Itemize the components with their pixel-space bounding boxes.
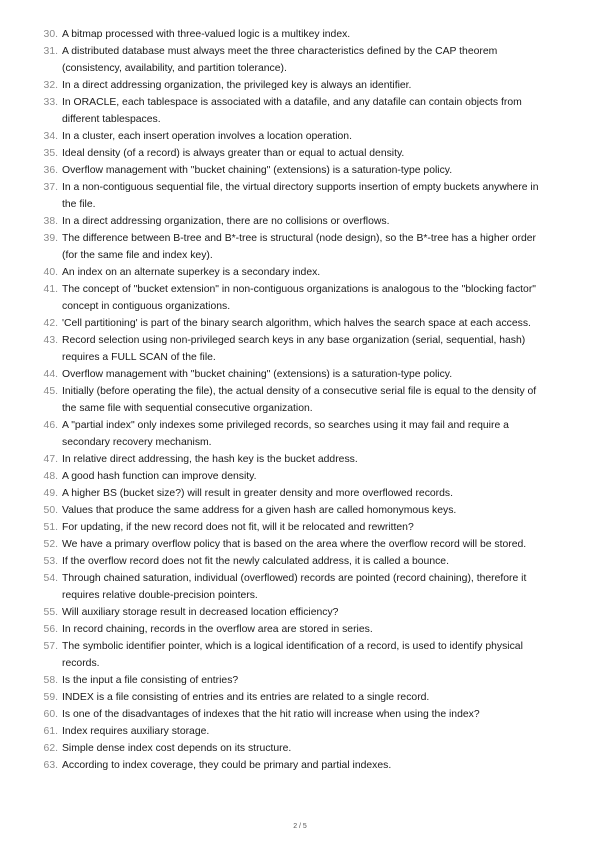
list-item (0, 128, 600, 145)
item-text: The concept of "bucket extension" in non-contiguous organizations is analogous to the "blocking factor" concept in contiguous organizations. (62, 284, 536, 312)
item-number: 61. (43, 726, 58, 737)
item-number: 45. (43, 386, 58, 397)
item-text: In a direct addressing organization, there are no collisions or overflows. (62, 216, 390, 227)
item-text: Initially (before operating the file), the actual density of a consecutive serial file is equal to the density of the same file with sequential consecutive organization. (62, 386, 537, 414)
list-item (0, 213, 600, 230)
item-number: 39. (43, 233, 58, 244)
item-text: Is the input a file consisting of entries? (62, 675, 239, 686)
list-item (0, 485, 600, 502)
item-number: 46. (43, 420, 58, 431)
item-number: 42. (43, 318, 58, 329)
list-item (0, 94, 600, 128)
item-text: Simple dense index cost depends on its structure. (62, 743, 292, 754)
item-text: In record chaining, records in the overflow area are stored in series. (62, 624, 373, 635)
item-text: In ORACLE, each tablespace is associated with a datafile, and any datafile can contain objects from different tablespaces. (62, 97, 522, 125)
list-item (0, 757, 600, 774)
item-text: An index on an alternate superkey is a secondary index. (62, 267, 321, 278)
list-item (0, 723, 600, 740)
item-text: In relative direct addressing, the hash key is the bucket address. (62, 454, 358, 465)
list-item (0, 672, 600, 689)
item-number: 56. (43, 624, 58, 635)
item-number: 58. (43, 675, 58, 686)
item-text: Ideal density (of a record) is always greater than or equal to actual density. (62, 148, 405, 159)
item-number: 63. (43, 760, 58, 771)
list-item (0, 417, 600, 451)
item-number: 57. (43, 641, 58, 652)
item-text: Overflow management with "bucket chaining" (extensions) is a saturation-type policy. (62, 369, 453, 380)
item-text: A higher BS (bucket size?) will result in greater density and more overflowed records. (62, 488, 453, 499)
item-number: 40. (43, 267, 58, 278)
item-number: 30. (43, 29, 58, 40)
item-number: 32. (43, 80, 58, 91)
item-text: The symbolic identifier pointer, which is a logical identification of a record, is used to identify physical records. (62, 641, 523, 669)
item-text: In a cluster, each insert operation involves a location operation. (62, 131, 352, 142)
item-text: If the overflow record does not fit the newly calculated address, it is called a bounce. (62, 556, 449, 567)
item-number: 48. (43, 471, 58, 482)
item-text: Values that produce the same address for a given hash are called homonymous keys. (62, 505, 457, 516)
item-text: In a non-contiguous sequential file, the virtual directory supports insertion of empty buckets anywhere in the file. (62, 182, 539, 210)
item-number: 37. (43, 182, 58, 193)
item-number: 60. (43, 709, 58, 720)
item-number: 62. (43, 743, 58, 754)
item-text: We have a primary overflow policy that is based on the area where the overflow record will be stored. (62, 539, 527, 550)
list-item (0, 536, 600, 553)
item-text: A "partial index" only indexes some privileged records, so searches using it may fail and require a secondary recovery mechanism. (62, 420, 509, 448)
list-item (0, 281, 600, 315)
list-item (0, 145, 600, 162)
item-text: Will auxiliary storage result in decreased location efficiency? (62, 607, 339, 618)
item-number: 31. (43, 46, 58, 57)
list-item (0, 366, 600, 383)
list-item (0, 179, 600, 213)
list-item (0, 162, 600, 179)
list-item (0, 621, 600, 638)
item-number: 55. (43, 607, 58, 618)
list-item (0, 43, 600, 77)
item-text: Through chained saturation, individual (overflowed) records are pointed (record chaining), therefore it requires relative double-precision pointers. (62, 573, 527, 601)
item-number: 49. (43, 488, 58, 499)
item-text: Record selection using non-privileged search keys in any base organization (serial, sequential, hash) requires a FULL SCAN of the file. (62, 335, 526, 363)
item-text: INDEX is a file consisting of entries and its entries are related to a single record. (62, 692, 430, 703)
list-item (0, 315, 600, 332)
item-number: 52. (43, 539, 58, 550)
list-item (0, 383, 600, 417)
item-text: A good hash function can improve density. (62, 471, 257, 482)
item-number: 53. (43, 556, 58, 567)
item-number: 38. (43, 216, 58, 227)
list-item (0, 468, 600, 485)
item-text: Is one of the disadvantages of indexes that the hit ratio will increase when using the index? (62, 709, 480, 720)
list-item (0, 689, 600, 706)
list-item (0, 604, 600, 621)
list-item (0, 26, 600, 43)
item-number: 33. (43, 97, 58, 108)
item-text: The difference between B-tree and B*-tree is structural (node design), so the B*-tree has a higher order (for the same file and index key). (62, 233, 536, 261)
list-item (0, 638, 600, 672)
list-item (0, 740, 600, 757)
item-number: 35. (43, 148, 58, 159)
item-text: Index requires auxiliary storage. (62, 726, 210, 737)
list-item (0, 502, 600, 519)
item-number: 47. (43, 454, 58, 465)
item-number: 41. (43, 284, 58, 295)
list-item (0, 570, 600, 604)
item-text: In a direct addressing organization, the privileged key is always an identifier. (62, 80, 412, 91)
list-item (0, 264, 600, 281)
item-text: For updating, if the new record does not fit, will it be relocated and rewritten? (62, 522, 414, 533)
numbered-statement-list (0, 26, 600, 774)
list-item (0, 553, 600, 570)
list-item (0, 706, 600, 723)
item-number: 34. (43, 131, 58, 142)
item-text: 'Cell partitioning' is part of the binary search algorithm, which halves the search space at each access. (62, 318, 531, 329)
list-item (0, 77, 600, 94)
list-item (0, 230, 600, 264)
list-item (0, 519, 600, 536)
item-text: A bitmap processed with three-valued logic is a multikey index. (62, 29, 351, 40)
item-number: 51. (43, 522, 58, 533)
item-number: 54. (43, 573, 58, 584)
item-number: 50. (43, 505, 58, 516)
list-item (0, 451, 600, 468)
item-text: Overflow management with "bucket chaining" (extensions) is a saturation-type policy. (62, 165, 453, 176)
item-number: 36. (43, 165, 58, 176)
item-text: A distributed database must always meet the three characteristics defined by the CAP theorem (consistency, availability, and partition tolerance). (62, 46, 498, 74)
list-item (0, 332, 600, 366)
item-number: 59. (43, 692, 58, 703)
page-number: 2 / 5 (293, 823, 307, 830)
item-number: 44. (43, 369, 58, 380)
item-text: According to index coverage, they could be primary and partial indexes. (62, 760, 392, 771)
item-number: 43. (43, 335, 58, 346)
